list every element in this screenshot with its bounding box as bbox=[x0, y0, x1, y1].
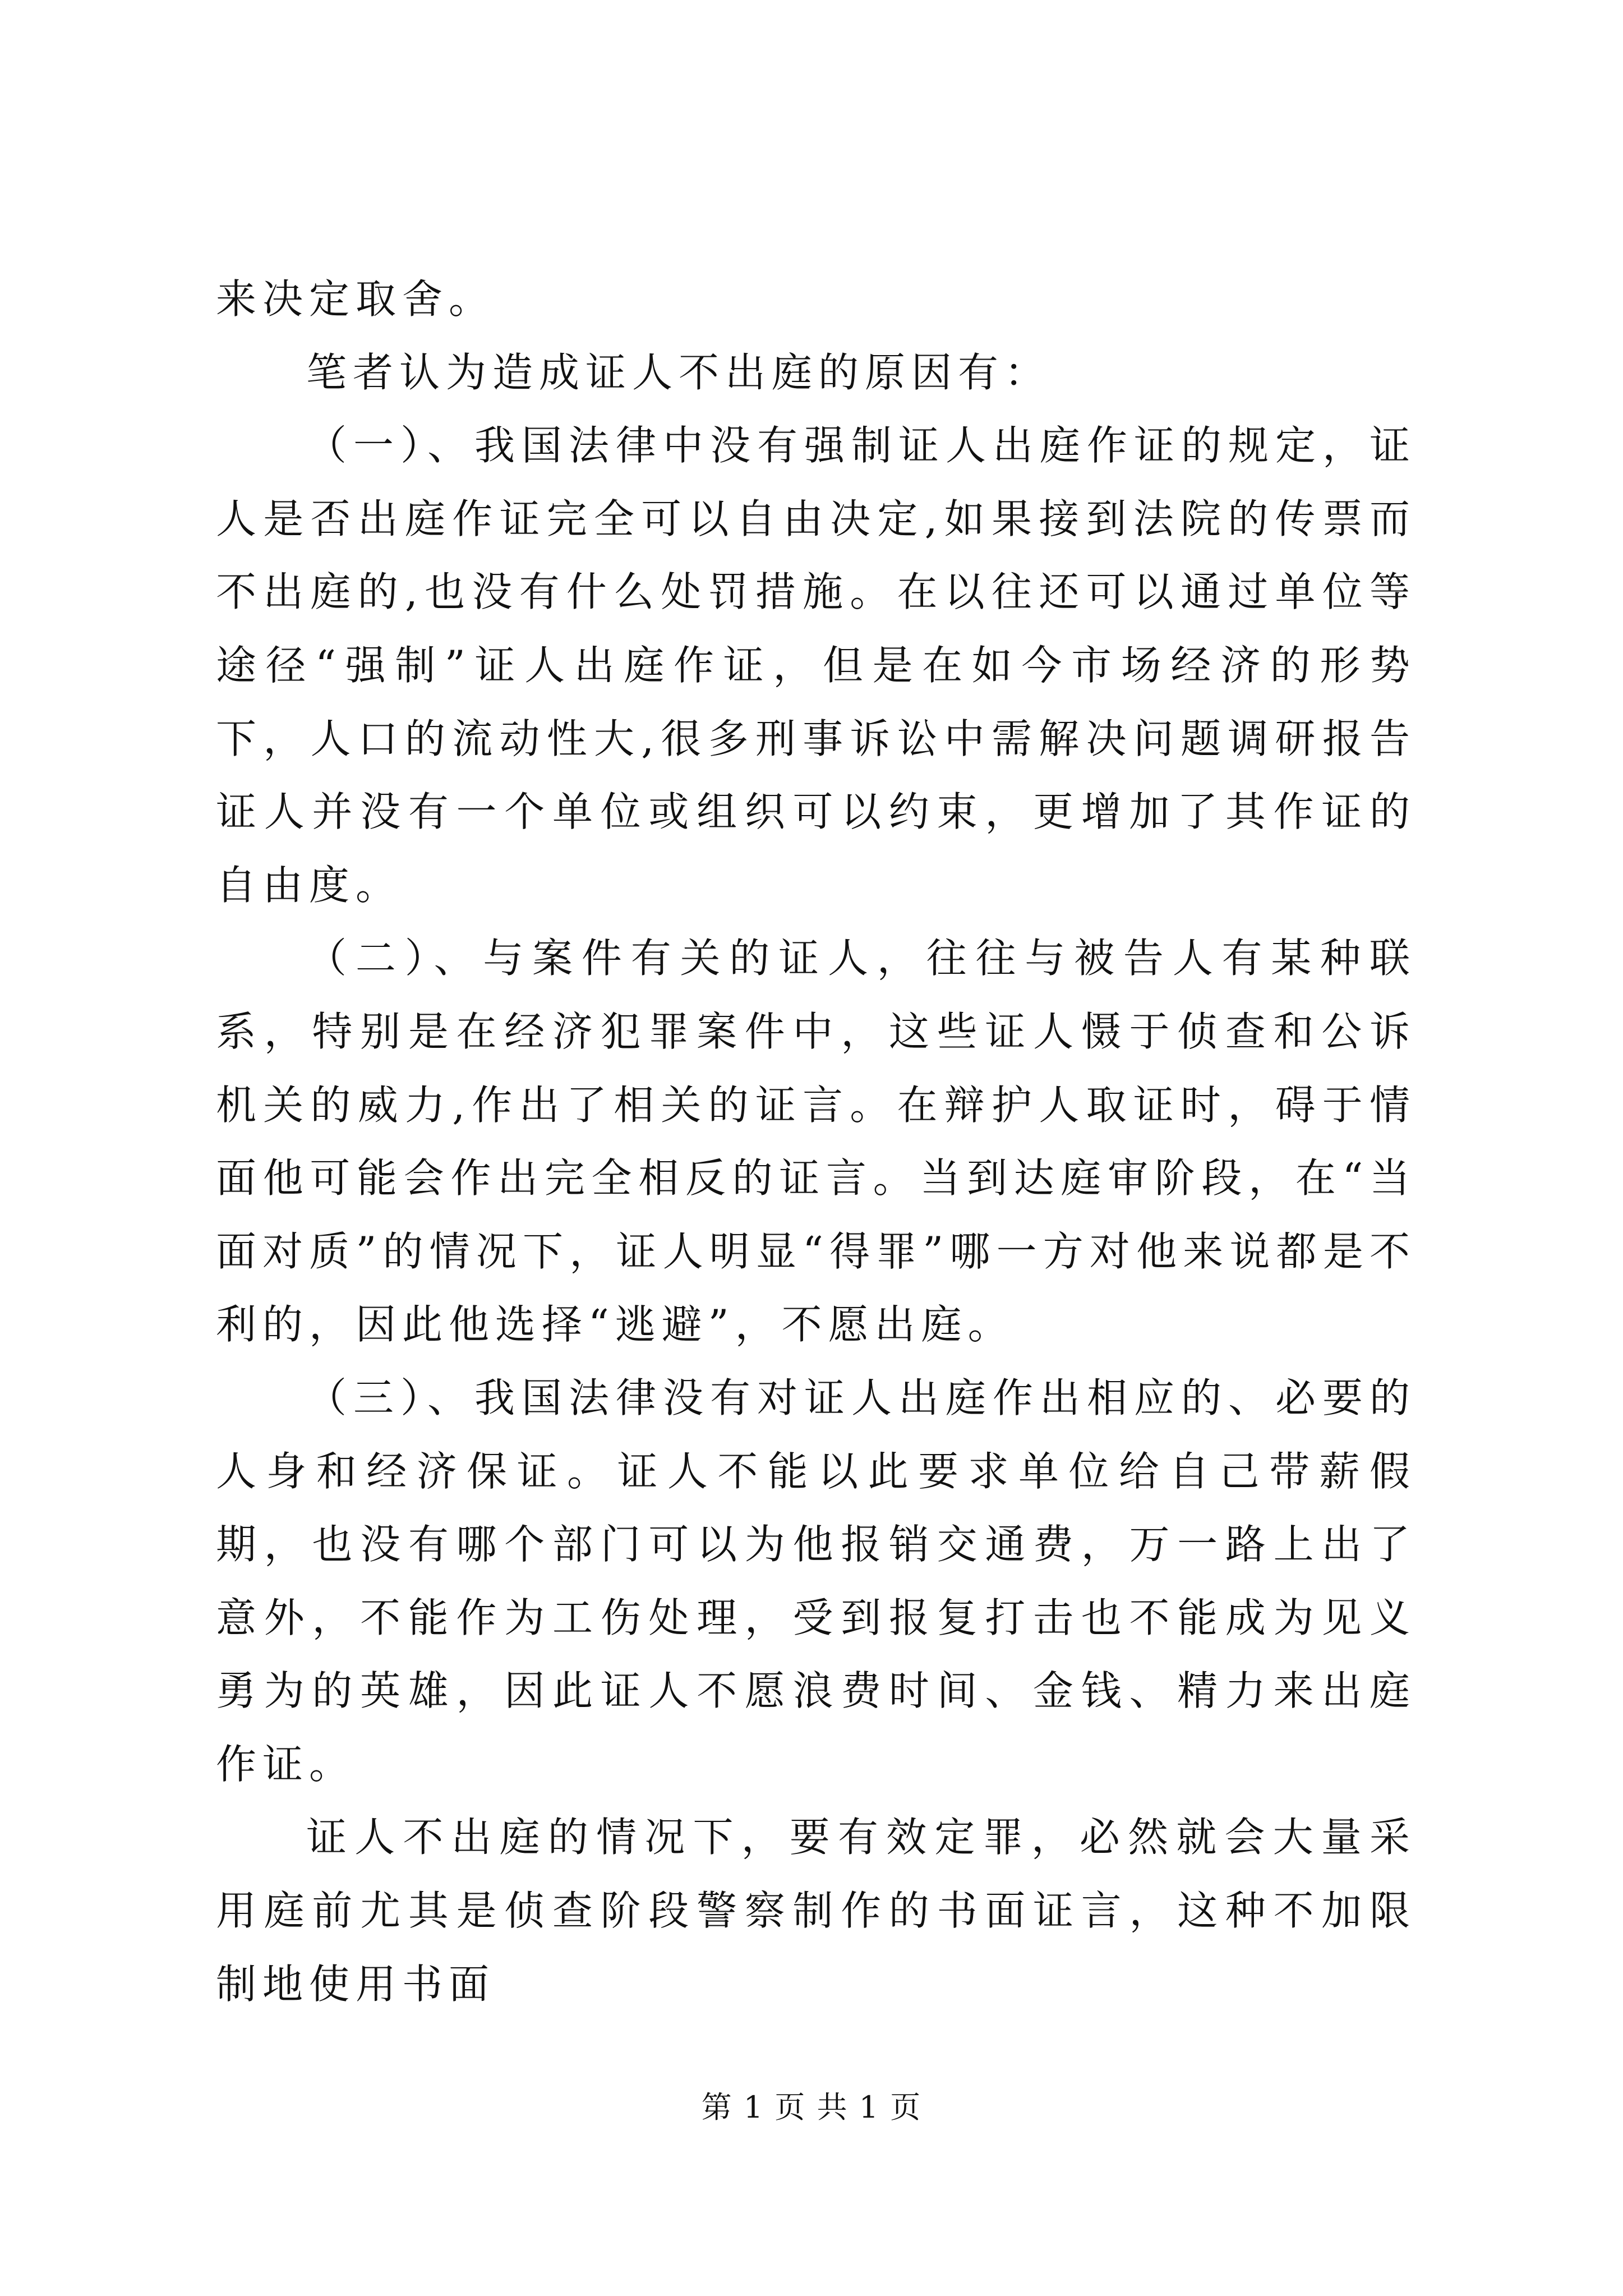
paragraph: 来决定取舍。 bbox=[216, 275, 496, 323]
document-body bbox=[216, 263, 1416, 2021]
paragraph: （一）、我国法律中没有强制证人出庭作证的规定，证人是否出庭作证完全可以自由决定,如果接到法院的传票而不出庭的,也没有什么处罚措施。在以往还可以通过单位等途径“强制”证人出庭作证，但是在如今市场经济的形势下，人口的流动性大,很多刑事诉讼中需解决问题调研报告证人并没有一个单位或组织可以约束，更增加了其作证的自由度。 bbox=[216, 422, 1416, 909]
paragraph: 证人不出庭的情况下，要有效定罪，必然就会大量采用庭前尤其是侦查阶段警察制作的书面证言，这种不加限制地使用书面 bbox=[216, 1814, 1416, 2008]
paragraph: （三）、我国法律没有对证人出庭作出相应的、必要的人身和经济保证。证人不能以此要求单位给自己带薪假期，也没有哪个部门可以为他报销交通费，万一路上出了意外，不能作为工伤处理，受到报复打击也不能成为见义勇为的英雄，因此证人不愿浪费时间、金钱、精力来出庭作证。 bbox=[216, 1374, 1416, 1788]
paragraph: （二）、与案件有关的证人，往往与被告人有某种联系，特别是在经济犯罪案件中，这些证人慑于侦查和公诉机关的威力,作出了相关的证言。在辩护人取证时，碍于情面他可能会作出完全相反的证言。当到达庭审阶段，在“当面对质”的情况下，证人明显“得罪”哪一方对他来说都是不利的，因此他选择“逃避”，不愿出庭。 bbox=[216, 935, 1416, 1349]
page-footer bbox=[0, 2088, 1623, 2127]
paragraph: 笔者认为造成证人不出庭的原因有： bbox=[306, 348, 1052, 396]
page-number: 第 1 页 共 1 页 bbox=[701, 2090, 922, 2125]
